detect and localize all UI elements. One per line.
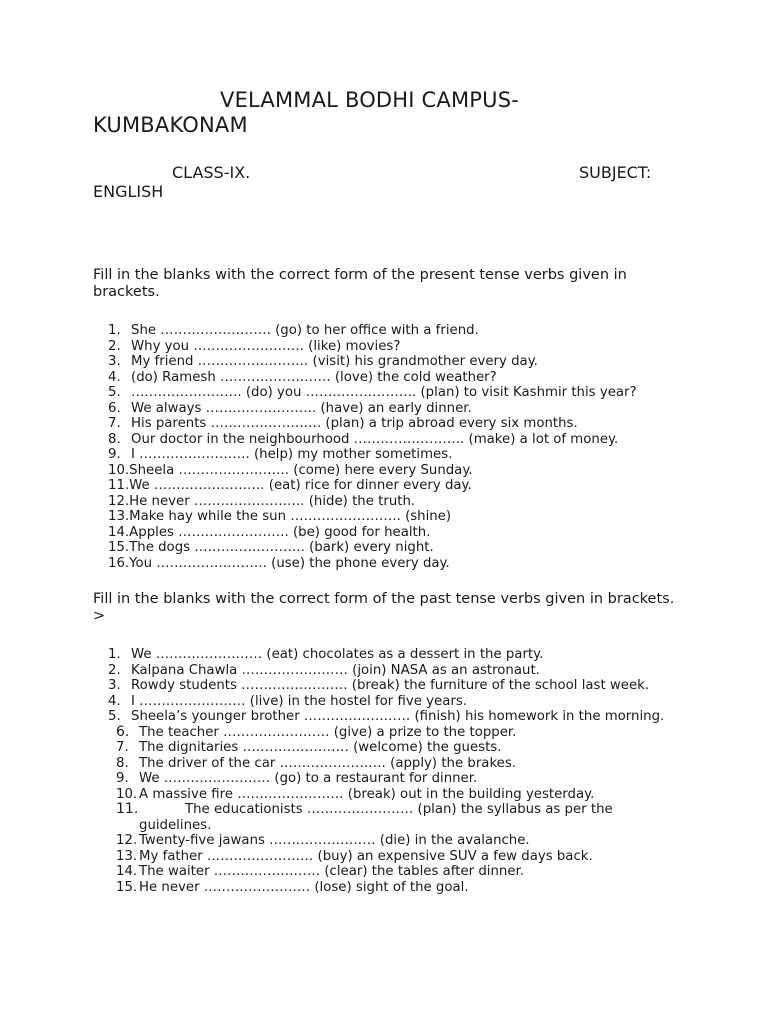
item-number: 2.: [108, 662, 121, 678]
list-item: [108, 540, 668, 556]
item-number: 12.: [108, 493, 130, 509]
item-text: Rowdy students …………………… (break) the furniture of the school last week.: [131, 678, 650, 693]
item-text: Sheela ……………………. (come) here every Sunday.: [129, 462, 473, 478]
item-number: 3.: [108, 354, 121, 369]
list-item: [108, 802, 668, 833]
item-number: 1.: [108, 647, 121, 662]
list-item: [108, 447, 668, 463]
list-item: [108, 725, 668, 741]
item-number: 2.: [108, 338, 121, 354]
list-item: [108, 370, 668, 386]
list-item: [108, 463, 668, 479]
list-item: [108, 771, 668, 787]
list-item: [108, 509, 668, 525]
list-item: [108, 740, 668, 756]
list-item: [108, 401, 668, 417]
item-text: The waiter …………………… (clear) the tables after dinner.: [139, 864, 524, 879]
item-text: Sheela’s younger brother …………………… (finish) his homework in the morning.: [131, 709, 665, 724]
item-number: 7.: [116, 740, 129, 755]
item-number: 10.: [116, 786, 138, 802]
item-number: 6.: [116, 723, 130, 740]
item-text: We …………………… (go) to a restaurant for dinner.: [139, 771, 478, 786]
list-item: [108, 385, 668, 401]
item-number: 4.: [108, 369, 121, 385]
list-item: [108, 339, 668, 355]
section1-instruction: Fill in the blanks with the correct form of the present tense verbs given in brackets.: [93, 267, 627, 300]
title-line-2: KUMBAKONAM: [93, 113, 248, 137]
list-item: [108, 494, 668, 510]
item-text: Twenty-five jawans …………………… (die) in the avalanche.: [139, 833, 530, 848]
item-text: Why you ……………………. (like) movies?: [131, 338, 401, 354]
item-number: 1.: [108, 323, 121, 338]
page-title: [93, 88, 693, 138]
item-text: Make hay while the sun ……………………. (shine): [129, 509, 452, 524]
item-number: 9.: [116, 771, 129, 786]
item-text: My friend ……………………. (visit) his grandmother every day.: [131, 354, 538, 369]
item-number: 6.: [108, 400, 121, 416]
list-item: [108, 678, 668, 694]
item-number: 3.: [108, 678, 121, 693]
item-text: He never …………………… (lose) sight of the goal.: [139, 879, 469, 895]
item-text: His parents ……………………. (plan) a trip abroad every six months.: [131, 416, 578, 431]
item-text: Apples ……………………. (be) good for health.: [129, 524, 431, 540]
item-text: My father …………………… (buy) an expensive SUV a few days back.: [139, 848, 593, 864]
list-item: [108, 864, 668, 880]
item-number: 4.: [108, 693, 121, 709]
list-item: [108, 556, 668, 572]
list-item: [108, 709, 668, 725]
item-text: Kalpana Chawla …………………… (join) NASA as an astronaut.: [131, 662, 540, 678]
class-label: CLASS-IX.: [172, 163, 251, 182]
list-item: [108, 833, 668, 849]
section2-instruction: Fill in the blanks with the correct form of the past tense verbs given in brackets. >: [93, 591, 675, 624]
item-text: (do) Ramesh ……………………. (love) the cold weather?: [131, 369, 497, 385]
item-text: I ……………………. (help) my mother sometimes.: [131, 447, 453, 462]
item-number: 12.: [116, 833, 138, 848]
list-item: [108, 478, 668, 494]
item-text: The teacher …………………… (give) a prize to the topper.: [139, 724, 517, 740]
item-number: 8.: [116, 755, 129, 771]
item-text: I …………………… (live) in the hostel for five years.: [131, 693, 467, 709]
item-number: 14.: [116, 864, 138, 879]
item-number: 5.: [108, 385, 121, 400]
list-item: [108, 663, 668, 679]
list-item: [108, 787, 668, 803]
item-text: The driver of the car …………………… (apply) the brakes.: [139, 755, 517, 771]
list-item: [108, 323, 668, 339]
list-item: [108, 416, 668, 432]
item-text: A massive fire …………………… (break) out in the building yesterday.: [139, 786, 595, 802]
item-number: 8.: [108, 431, 121, 447]
item-number: 11.: [116, 801, 139, 817]
item-number: 16.: [108, 555, 130, 571]
item-number: 15.: [116, 879, 138, 895]
item-number: 11.: [108, 478, 130, 493]
list-item: [108, 756, 668, 772]
item-number: 14.: [108, 524, 130, 540]
item-number: 13.: [108, 509, 130, 524]
title-line-1: VELAMMAL BODHI CAMPUS-: [220, 88, 520, 112]
item-number: 13.: [116, 848, 138, 864]
item-text: The dogs ……………………. (bark) every night.: [129, 540, 434, 555]
item-text: The educationists …………………… (plan) the syllabus as per the guidelines.: [139, 802, 613, 833]
item-text: Our doctor in the neighbourhood ……………………. (make) a lot of money.: [131, 431, 619, 447]
class-subject-line: [93, 163, 673, 201]
list-item: [108, 880, 668, 896]
list-item: [108, 647, 668, 663]
item-number: 10.: [108, 462, 130, 478]
subject-label: SUBJECT:: [579, 163, 652, 182]
item-text: She ……………………. (go) to her office with a friend.: [131, 323, 479, 338]
item-text: ……………………. (do) you ……………………. (plan) to visit Kashmir this year?: [131, 385, 637, 400]
subject-value: ENGLISH: [93, 182, 164, 201]
item-number: 15.: [108, 540, 130, 555]
item-text: We always ……………………. (have) an early dinner.: [131, 400, 472, 416]
section2-question-list: [108, 647, 668, 895]
item-number: 5.: [108, 709, 121, 724]
list-item: [108, 849, 668, 865]
item-text: We ……………………. (eat) rice for dinner every day.: [129, 478, 472, 493]
section1-question-list: [108, 323, 668, 571]
list-item: [108, 694, 668, 710]
item-text: We …………………… (eat) chocolates as a dessert in the party.: [131, 647, 544, 662]
list-item: [108, 354, 668, 370]
list-item: [108, 525, 668, 541]
item-text: You ……………………. (use) the phone every day.: [129, 555, 450, 571]
list-item: [108, 432, 668, 448]
item-text: He never ……………………. (hide) the truth.: [129, 493, 416, 509]
item-number: 7.: [108, 416, 121, 431]
item-text: The dignitaries …………………… (welcome) the guests.: [139, 740, 502, 755]
item-number: 9.: [108, 447, 121, 462]
